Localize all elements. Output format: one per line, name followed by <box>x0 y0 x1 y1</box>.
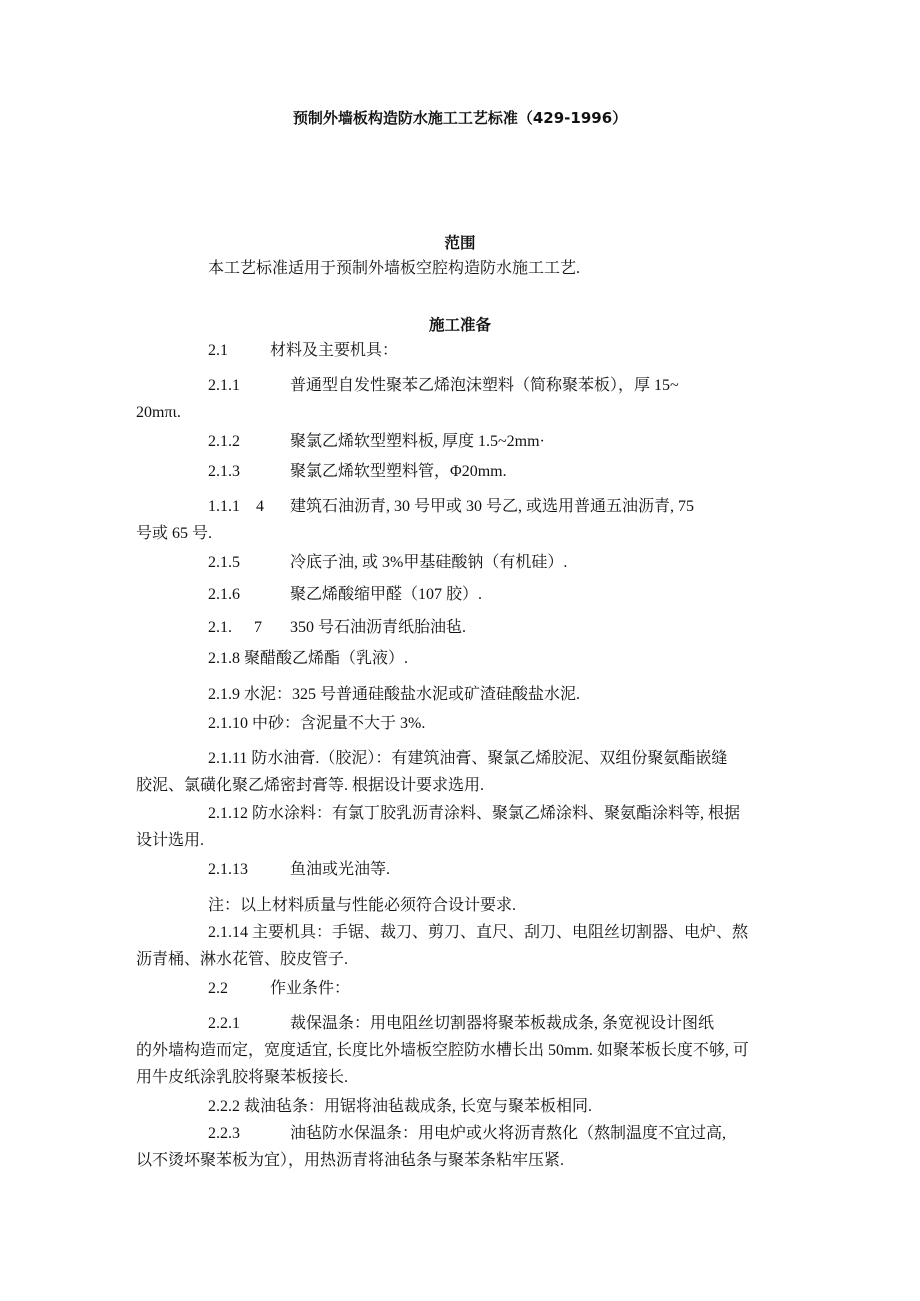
item-number: 2.2.3 <box>208 1125 240 1142</box>
item-number: 2.1 <box>208 342 228 359</box>
item-2-2-3-continued: 以不烫坏聚苯板为宜），用热沥青将油毡条与聚苯条粘牢压紧. <box>136 1152 565 1169</box>
item-2-2-1 <box>208 1014 714 1034</box>
item-2-1-5 <box>208 553 567 573</box>
item-text: 聚氯乙烯软型塑料管，Φ20mm. <box>290 463 507 480</box>
item-text: 材料及主要机具： <box>270 342 399 359</box>
item-2-2-1-continued-2: 用牛皮纸涂乳胶将聚苯板接长. <box>136 1069 349 1086</box>
item-2-1-9: 2.1.9 水泥：325 号普通硅酸盐水泥或矿渣硅酸盐水泥. <box>208 686 581 703</box>
item-2-1-10: 2.1.10 中砂：含泥量不大于 3%. <box>208 715 426 732</box>
item-2-1-12-continued: 设计选用. <box>136 832 205 849</box>
item-text: 建筑石油沥青, 30 号甲或 30 号乙, 或选用普通五油沥青, 75 <box>290 498 695 515</box>
item-2-1-11: 2.1.11 防水油膏.（胶泥）：有建筑油膏、聚氯乙烯胶泥、双组份聚氨酯嵌缝 <box>208 750 728 767</box>
item-text: 作业条件： <box>270 980 351 997</box>
item-text: 冷底子油, 或 3%甲基硅酸钠（有机硅）. <box>290 554 568 571</box>
item-text: 鱼油或光油等. <box>290 861 391 878</box>
item-number: 2.1.6 <box>208 586 240 603</box>
item-2-2 <box>208 979 350 999</box>
item-text: 裁保温条：用电阻丝切割器将聚苯板裁成条, 条宽视设计图纸 <box>290 1015 715 1032</box>
section-heading-prep: 施工准备 <box>428 316 491 334</box>
materials-note: 注：以上材料质量与性能必须符合设计要求. <box>208 897 517 914</box>
item-2-1-14: 2.1.14 主要机具：手锯、裁刀、剪刀、直尺、刮刀、电阻丝切割器、电炉、熬 <box>208 924 749 941</box>
item-2-1-1 <box>208 376 679 396</box>
item-2-1-1-continued: 20mπι. <box>136 404 181 421</box>
item-2-1-8: 2.1.8 聚醋酸乙烯酯（乳液）. <box>208 650 409 667</box>
item-text: 聚乙烯酸缩甲醛（107 胶）. <box>290 586 483 603</box>
item-2-1-11-continued: 胶泥、氯磺化聚乙烯密封膏等. 根据设计要求选用. <box>136 777 485 794</box>
item-number: 2.2 <box>208 980 228 997</box>
item-2-2-2: 2.2.2 裁油毡条：用锯将油毡裁成条, 长宽与聚苯板相同. <box>208 1098 593 1115</box>
item-text: 聚氯乙烯软型塑料板, 厚度 1.5~2mm· <box>290 433 545 450</box>
item-2-1-7 <box>208 618 466 638</box>
item-2-1-13 <box>208 860 390 880</box>
item-2-1 <box>208 341 398 361</box>
item-2-1-3 <box>208 462 507 482</box>
scope-text: 本工艺标准适用于预制外墙板空腔构造防水施工工艺. <box>208 260 581 277</box>
item-number: 2.1.2 <box>208 433 240 450</box>
item-2-1-6 <box>208 585 482 605</box>
item-2-2-3 <box>208 1124 726 1144</box>
item-2-2-1-continued-1: 的外墙构造而定，宽度适宜, 长度比外墙板空腔防水槽长出 50mm. 如聚苯板长度不够, 可 <box>136 1042 749 1059</box>
item-text: 油毡防水保温条：用电炉或火将沥青熬化（熬制温度不宜过高, <box>290 1125 727 1142</box>
item-2-1-2 <box>208 432 545 452</box>
item-text: 普通型自发性聚苯乙烯泡沫塑料（简称聚苯板），厚 15~ <box>290 377 679 394</box>
item-number: 2.2.1 <box>208 1015 240 1032</box>
item-number-suffix: 7 <box>254 619 262 636</box>
item-number: 2.1.1 <box>208 377 240 394</box>
item-number: 1.1.1 <box>208 498 240 515</box>
document-title: 预制外墙板构造防水施工工艺标准（429-1996） <box>292 109 628 127</box>
item-text: 350 号石油沥青纸胎油毡. <box>290 619 467 636</box>
item-number: 2.1. <box>208 619 232 636</box>
section-heading-scope: 范围 <box>444 234 476 252</box>
item-number: 2.1.5 <box>208 554 240 571</box>
item-2-1-14-continued: 沥青桶、淋水花管、胶皮管子. <box>136 951 349 968</box>
item-2-1-4-continued: 号或 65 号. <box>136 525 213 542</box>
item-number: 2.1.13 <box>208 861 248 878</box>
item-2-1-4 <box>208 497 694 517</box>
item-2-1-12: 2.1.12 防水涂料：有氯丁胶乳沥青涂料、聚氯乙烯涂料、聚氨酯涂料等, 根据 <box>208 805 741 822</box>
item-number: 2.1.3 <box>208 463 240 480</box>
item-number-suffix: 4 <box>256 498 264 515</box>
